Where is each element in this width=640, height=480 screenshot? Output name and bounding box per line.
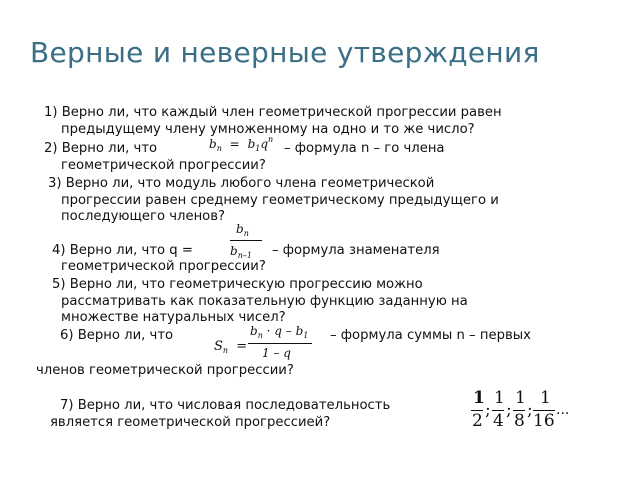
seq-sep-2: ; [506,400,512,420]
seq-num-4: 1 [540,388,551,408]
formula-nth-term-eq: = [229,137,240,151]
formula-sum-lhs: S [214,339,223,354]
seq-num-1: 1 [473,388,485,408]
statement-3-line-2: прогрессии равен среднему геометрическому предыдущего и [61,193,499,208]
formula-sum-den: 1 – q [262,346,291,360]
seq-num-3: 1 [515,388,526,408]
formula-ratio-line [230,240,262,241]
seq-den-2: 4 [493,411,504,431]
statement-1-line-1: 1) Верно ли, что каждый член геометрической прогрессии равен [44,105,502,120]
statement-6-line-1-end: – формула суммы n – первых [330,328,531,343]
formula-nth-term-q: q [260,137,269,151]
formula-sum-eq: = [236,339,248,354]
slide-title: Верные и неверные утверждения [30,36,540,69]
formula-nth-term-rhs: b [247,137,256,151]
seq-den-3: 8 [514,411,525,431]
statement-7-line-1: 7) Верно ли, что числовая последовательность [60,398,391,413]
formula-sum-lhs-sub: n [222,346,229,355]
formula-sum-line [248,343,312,344]
statement-6-line-2: членов геометрической прогрессии? [36,363,294,378]
formula-ratio-den: b [230,244,238,258]
statement-5-line-1: 5) Верно ли, что геометрическую прогрессию можно [52,277,423,292]
statement-2-line-1-start: 2) Верно ли, что [44,141,158,156]
statement-1-line-2: предыдущему члену умноженному на одно и то же число? [61,122,475,137]
seq-sep-3: ; [527,400,533,420]
seq-ellipsis: ... [556,402,570,418]
statement-2-line-1-end: – формула n – го члена [284,141,445,156]
formula-sum-num-rest-sub: 1 [303,331,309,340]
statement-3-line-3: последующего членов? [61,209,226,224]
seq-sep-1: ; [485,400,491,420]
seq-num-2: 1 [494,388,505,408]
formula-ratio-num: b [236,222,244,236]
formula-nth-term-lhs: b [209,137,217,151]
statement-4-line-2: геометрической прогрессии? [61,259,266,274]
formula-sum-num-b-sub: n [257,331,263,340]
statement-4-line-1-start: 4) Верно ли, что q = [52,243,193,258]
formula-nth-term-lhs-sub: n [216,144,222,153]
seq-den-4: 16 [533,411,555,431]
statement-3-line-1: 3) Верно ли, что модуль любого члена геометрической [48,176,435,191]
seq-den-1: 2 [472,411,483,431]
statement-2-line-2: геометрической прогрессии? [61,158,266,173]
statement-4-line-1-end: – формула знаменателя [272,243,440,258]
formula-sum-num-b: b [250,324,258,338]
formula-nth-term-q-sup: n [268,135,274,144]
statement-5-line-3: множестве натуральных чисел? [61,310,286,325]
statement-5-line-2: рассматривать как показательную функцию заданную на [61,294,468,309]
formula-nth-term-rhs-sub: 1 [255,144,261,153]
formula-ratio-num-sub: n [243,229,249,238]
statement-6-line-1-start: 6) Верно ли, что [60,328,174,343]
statement-7-line-2: является геометрической прогрессией? [50,415,331,430]
formula-sum-num-rest: · q – b [266,324,304,338]
formula-ratio-den-sub: n–1 [237,251,252,260]
